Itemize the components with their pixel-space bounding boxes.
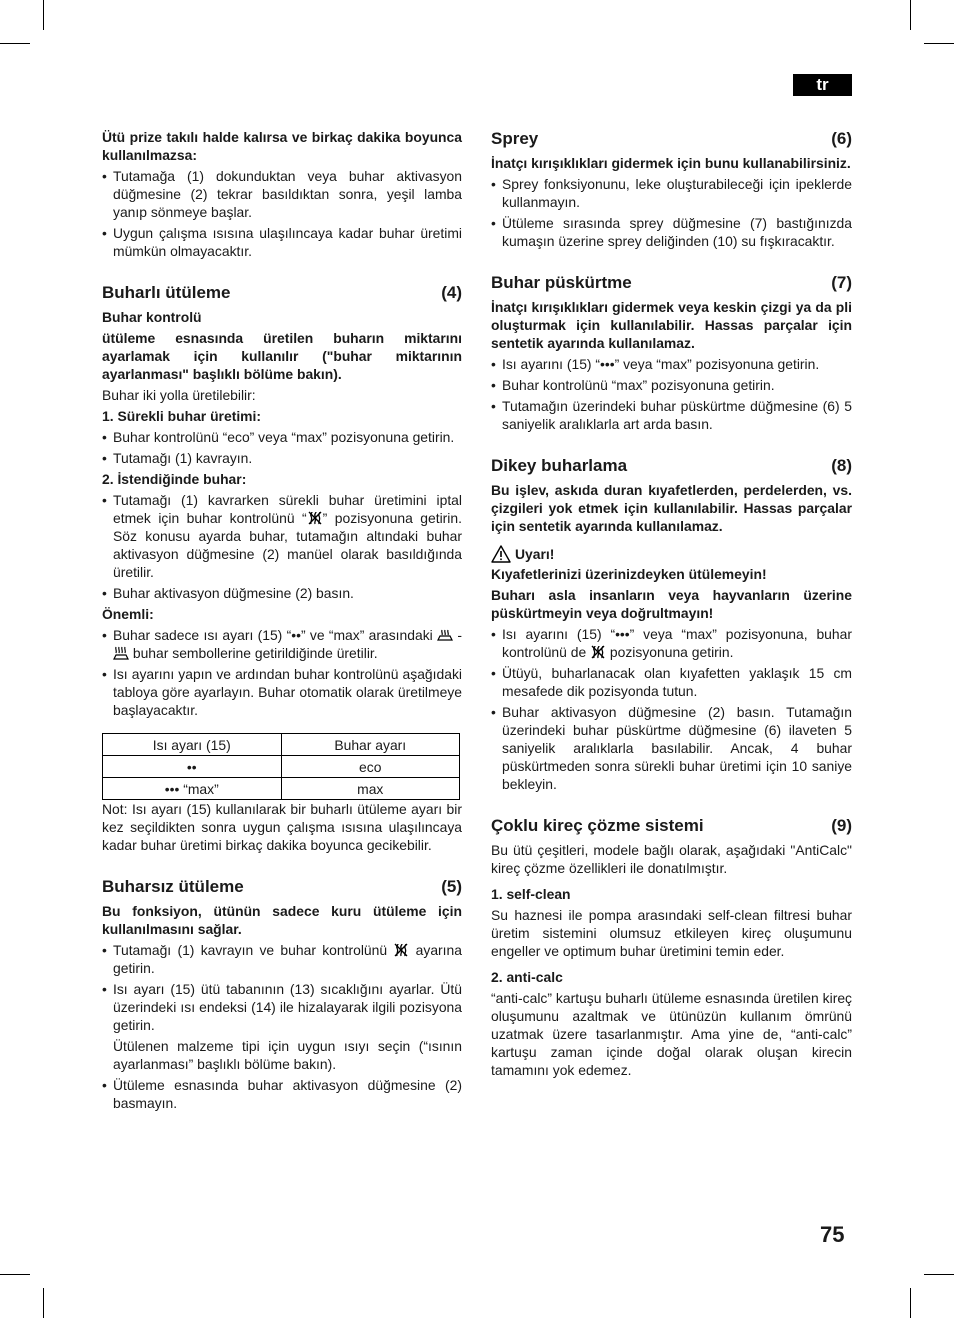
table-cell: eco bbox=[281, 756, 460, 778]
list-item: • Buhar aktivasyon düğmesine (2) basın. Tutamağın üzerindeki buhar püskürtme düğmesine (6) ilaveten 5 saniyelik aralıklarla basılabilir. Ancak, 4 buhar püskürtmeden sonra sürekli buhar üretimi için 10 saniye bekleyin. bbox=[491, 703, 852, 793]
crop-mark bbox=[910, 1288, 911, 1318]
intro-heading: Ütü prize takılı halde kalırsa ve birkaç dakika boyunca kullanılmazsa: bbox=[102, 129, 462, 163]
language-badge: tr bbox=[793, 74, 852, 96]
subheading: 2. anti-calc bbox=[491, 969, 563, 985]
section-heading-vertical-steam bbox=[491, 455, 852, 477]
vertical-steam-list bbox=[491, 625, 852, 793]
crop-mark bbox=[0, 43, 30, 44]
settings-table bbox=[102, 733, 460, 800]
warning-icon bbox=[491, 545, 511, 563]
list-item: • Buhar kontrolünü “eco” veya “max” pozisyonuna getirin. bbox=[102, 428, 462, 446]
dry-ironing-list bbox=[102, 941, 462, 1034]
warning-text: Kıyafetlerinizi üzerinizdeyken ütülemeyin! bbox=[491, 566, 767, 582]
subheading: Buhar kontrolü bbox=[102, 309, 202, 325]
crop-mark bbox=[924, 43, 954, 44]
text-fragment: Isı ayarını (15) “•••” veya “max” pozisyonuna, buhar kontrolünü de bbox=[502, 626, 852, 660]
warning-line bbox=[491, 545, 852, 563]
section-heading-steam-burst bbox=[491, 272, 852, 294]
section-title: Buharsız ütüleme bbox=[102, 877, 244, 896]
list-item bbox=[102, 626, 462, 662]
bold-intro: Bu fonksiyon, ütünün sadece kuru ütüleme için kullanılmasını sağlar. bbox=[102, 903, 462, 937]
list-item: • Buhar aktivasyon düğmesine (2) basın. bbox=[102, 584, 462, 602]
text-fragment: Tutamağı (1) kavrarken sürekli buhar üretimini iptal etmek için buhar kontrolünü “ bbox=[113, 492, 462, 526]
steam-max-icon bbox=[113, 645, 129, 661]
list-item: • Isı ayarı (15) ütü tabanının (13) sıcaklığını ayarlar. Ütü üzerindeki ısı endeksi (14) ile hizalayarak ilgili pozisyona getirin. bbox=[102, 980, 462, 1034]
steam-off-icon bbox=[393, 942, 409, 958]
text-fragment: - bbox=[457, 627, 463, 643]
table-row bbox=[103, 756, 460, 778]
warning-label: Uyarı! bbox=[515, 546, 555, 562]
table-cell: max bbox=[281, 778, 460, 800]
list-item: • Isı ayarını yapın ve ardından buhar kontrolünü aşağıdaki tabloya göre ayarlayın. Buhar otomatik olarak üretilmeye başlayacaktır. bbox=[102, 665, 462, 719]
table-cell: •• bbox=[103, 756, 282, 778]
bold-intro: İnatçı kırışıklıkları gidermek veya keskin çizgi ya da pli oluşturmak için kullanılabilir. Hassas parçalar için sentetik ayarında kullanılamaz. bbox=[491, 299, 852, 351]
text-fragment: ” pozisyonuna getirin. Söz konusu ayarda buhar, tutamağın altındaki buhar aktivasyon düğmesine (2) manüel olarak basıldığında üretilir. bbox=[113, 510, 462, 580]
section-number: (9) bbox=[831, 816, 852, 835]
list-item: • Sprey fonksiyonunu, leke oluşturabileceği için ipeklerde kullanmayın. bbox=[491, 175, 852, 211]
section-heading-spray bbox=[491, 128, 852, 150]
dry-ironing-list-cont bbox=[102, 1076, 462, 1112]
note: Not: Isı ayarı (15) kullanılarak bir buharlı ütüleme ayarı bir kez seçildikten sonra uygun çalışma ısısına ulaşılıncaya kadar buhar üretimi birkaç dakika boyunca gecikebilir. bbox=[102, 801, 462, 853]
section-heading-dry-ironing bbox=[102, 876, 462, 898]
list-item: • Buhar kontrolünü “max” pozisyonuna getirin. bbox=[491, 376, 852, 394]
crop-mark bbox=[0, 1274, 30, 1275]
list-item bbox=[102, 491, 462, 581]
right-column bbox=[491, 128, 852, 1079]
list-item: • Tutamağa (1) dokunduktan veya buhar aktivasyon düğmesine (2) tekrar basıldıktan sonra, yeşil lamba yanıp sönmeye başlar. bbox=[102, 167, 462, 221]
bold-intro: ütüleme esnasında üretilen buharın miktarını ayarlamak için kullanılır ("buhar miktarının ayarlanması" başlıklı bölüme bakın). bbox=[102, 330, 462, 382]
table-header-cell: Buhar ayarı bbox=[281, 734, 460, 756]
text-fragment: Buhar sadece ısı ayarı (15) “••” ve “max” arasındaki bbox=[113, 627, 433, 643]
table-row bbox=[103, 778, 460, 800]
subheading: 1. Sürekli buhar üretimi: bbox=[102, 408, 262, 424]
table-cell: ••• “max” bbox=[103, 778, 282, 800]
list-item: • Isı ayarını (15) “•••” veya “max” pozisyonuna getirin. bbox=[491, 355, 852, 373]
section-heading-steam-ironing bbox=[102, 282, 462, 304]
section-title: Buhar püskürtme bbox=[491, 273, 632, 292]
continuous-steam-list bbox=[102, 428, 462, 467]
spray-list bbox=[491, 175, 852, 250]
table-header-cell: Isı ayarı (15) bbox=[103, 734, 282, 756]
table-header-row bbox=[103, 734, 460, 756]
crop-mark bbox=[43, 1288, 44, 1318]
text-fragment: ayarına getirin. bbox=[113, 942, 462, 976]
on-demand-steam-list bbox=[102, 491, 462, 602]
bold-intro: Bu işlev, askıda duran kıyafetlerden, perdelerden, vs. çizgileri yok etmek için kullanılabilir. Hassas parçalar için sentetik ayarında kullanılamaz. bbox=[491, 482, 852, 534]
section-number: (8) bbox=[831, 456, 852, 475]
steam-off-icon bbox=[590, 644, 606, 660]
paragraph: Buhar iki yolla üretilebilir: bbox=[102, 387, 256, 403]
section-title: Buharlı ütüleme bbox=[102, 283, 231, 302]
subheading: Önemli: bbox=[102, 606, 154, 622]
subheading: 2. İstendiğinde buhar: bbox=[102, 471, 247, 487]
steam-eco-icon bbox=[437, 627, 453, 643]
list-item: • Ütüyü, buharlanacak olan kıyafetten yaklaşık 15 cm mesafede dik pozisyonda tutun. bbox=[491, 664, 852, 700]
warning-text: Buharı asla insanların veya hayvanların üzerine püskürtmeyin veya doğrultmayın! bbox=[491, 587, 852, 621]
list-item-continuation: Ütülenen malzeme tipi için uygun ısıyı seçin (“ısının ayarlanması” başlıklı bölüme bakın). bbox=[113, 1038, 462, 1072]
section-title: Dikey buharlama bbox=[491, 456, 628, 475]
steam-burst-list bbox=[491, 355, 852, 433]
paragraph: “anti-calc” kartuşu buharlı ütüleme esnasında üretilen kireç oluşumunu azaltmak ve ütünüzün kullanım ömrünü uzatmak üzere tasarlanmıştır. Ama yine de, “anti-calc” kartuşu zaman içinde doğal olarak oluşan kirecin tamamını yok edemez. bbox=[491, 990, 852, 1078]
intro-list bbox=[102, 167, 462, 260]
left-column bbox=[102, 128, 462, 1112]
list-item: • Tutamağı (1) kavrayın. bbox=[102, 449, 462, 467]
section-number: (5) bbox=[441, 877, 462, 896]
page-number: 75 bbox=[820, 1222, 845, 1247]
crop-mark bbox=[910, 0, 911, 30]
section-number: (4) bbox=[441, 283, 462, 302]
text-fragment: pozisyonuna getirin. bbox=[609, 644, 734, 660]
list-item: • Ütüleme sırasında sprey düğmesine (7) bastığınızda kumaşın üzerine sprey deliğinden (10) su fışkıracaktır. bbox=[491, 214, 852, 250]
important-list bbox=[102, 626, 462, 719]
text-fragment: Tutamağı (1) kavrayın ve buhar kontrolünü bbox=[113, 942, 388, 958]
paragraph: Bu ütü çeşitleri, modele bağlı olarak, aşağıdaki "AntiCalc" kireç çözme özellikleri ile donatılmıştır. bbox=[491, 842, 852, 876]
section-number: (6) bbox=[831, 129, 852, 148]
section-heading-descaling bbox=[491, 815, 852, 837]
list-item: • Uygun çalışma ısısına ulaşılıncaya kadar buhar üretimi mümkün olmayacaktır. bbox=[102, 224, 462, 260]
section-title: Çoklu kireç çözme sistemi bbox=[491, 816, 704, 835]
section-title: Sprey bbox=[491, 129, 539, 148]
list-item bbox=[102, 941, 462, 977]
list-item: • Tutamağın üzerindeki buhar püskürtme düğmesine (6) 5 saniyelik aralıklarla art arda basın. bbox=[491, 397, 852, 433]
crop-mark bbox=[924, 1274, 954, 1275]
list-item bbox=[491, 625, 852, 661]
crop-mark bbox=[43, 0, 44, 30]
paragraph: Su haznesi ile pompa arasındaki self-clean filtresi buhar üretim sistemini olumsuz etkileyen kireç oluşumunu engeller ve optimum buhar üretimini temin eder. bbox=[491, 907, 852, 959]
list-item: • Ütüleme esnasında buhar aktivasyon düğmesine (2) basmayın. bbox=[102, 1076, 462, 1112]
section-number: (7) bbox=[831, 273, 852, 292]
text-fragment: buhar sembollerine getirildiğinde üretilir. bbox=[132, 645, 378, 661]
subheading: 1. self-clean bbox=[491, 886, 571, 902]
bold-intro: İnatçı kırışıklıkları gidermek için bunu kullanabilirsiniz. bbox=[491, 155, 851, 171]
steam-off-icon bbox=[307, 510, 323, 526]
